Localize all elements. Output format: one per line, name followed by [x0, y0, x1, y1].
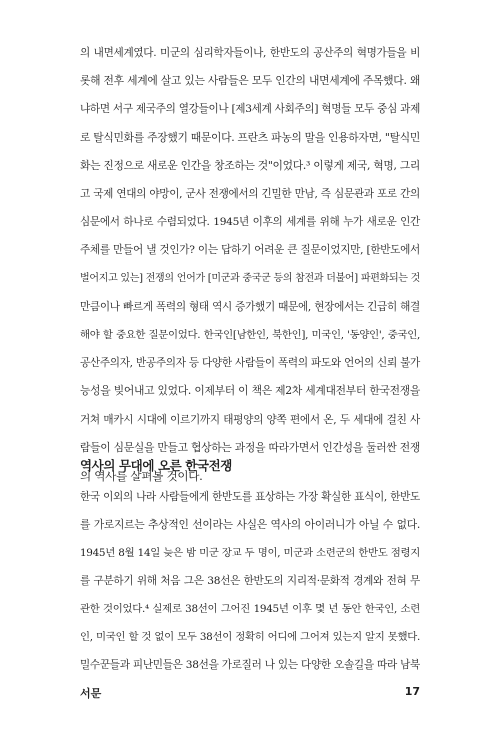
body-line: 냐하면 서구 제국주의 열강들이나 [제3세계 사회주의] 혁명들 모두 중심 과제	[80, 103, 420, 116]
section-line: 인, 미국인 할 것 없이 모두 38선이 정확히 어디에 그어져 있는지 알지 못했다.	[80, 631, 420, 643]
section-heading: 역사의 무대에 오른 한국전쟁	[80, 458, 232, 473]
body-line: 고 국제 연대의 야망이, 군사 전쟁에서의 긴밀한 만남, 즉 심문관과 포로 간의	[80, 188, 420, 200]
body-line: 해야 할 중요한 질문이었다. 한국인[남한인, 북한인], 미국인, '동양인', 중국인,	[80, 329, 420, 341]
body-line: 화는 진정으로 새로운 인간을 창조하는 것"이었다.³ 이렇게 제국, 혁명, 그리	[80, 158, 421, 172]
section-line: 관한 것이었다.⁴ 실제로 38선이 그어진 1945년 이후 몇 년 동안 한국인, 소련	[80, 603, 420, 615]
body-line: 심문에서 하나로 수렴되었다. 1945년 이후의 세계를 위해 누가 새로운 인간	[80, 216, 420, 229]
body-line: 람들이 심문실을 만들고 협상하는 과정을 따라가면서 인간성을 둘러싼 전쟁	[80, 440, 420, 454]
body-line: 로 탈식민화를 주장했기 때문이다. 프란츠 파농의 말을 인용하자면, "탈식민	[80, 130, 420, 144]
body-line: 의 내면세계였다. 미군의 심리학자들이나, 한반도의 공산주의 혁명가들을 비	[80, 47, 420, 59]
section-line: 밀수꾼들과 피난민들은 38선을 가로질러 나 있는 다양한 오솔길을 따라 남북	[80, 659, 420, 671]
section-line: 1945년 8월 14일 늦은 밤 미군 장교 두 명이, 미군과 소련군의 한반도 점령지	[80, 547, 420, 559]
body-line: 주체를 만들어 낼 것인가? 이는 답하기 어려운 큰 질문이었지만, [한반도에서	[80, 244, 420, 257]
section-line: 를 가로지르는 추상적인 선이라는 사실은 역사의 아이러니가 아닐 수 없다.	[80, 518, 420, 531]
body-line: 공산주의자, 반공주의자 등 다양한 사람들이 폭력의 파도와 언어의 신뢰 불가	[80, 357, 420, 370]
section-line: 를 구분하기 위해 처음 그은 38선은 한반도의 지리적·문화적 경계와 전혀 무	[80, 575, 420, 587]
running-title: 서문	[80, 687, 102, 700]
body-line: 능성을 빚어내고 있었다. 이제부터 이 책은 제2차 세계대전부터 한국전쟁을	[80, 384, 420, 398]
body-line: 만큼이나 빠르게 폭력의 형태 역시 증가했기 때문에, 현장에서는 긴급히 해결	[80, 300, 420, 313]
section-line: 한국 이외의 나라 사람들에게 한반도를 표상하는 가장 확실한 표식이, 한반도	[80, 491, 420, 503]
body-line: 의 역사를 살펴볼 것이다.	[80, 469, 203, 483]
body-line: 벌어지고 있는] 전쟁의 언어가 [미군과 중국군 등의 참전과 더불어] 파편화되는 것	[80, 272, 420, 284]
page-number: 17	[404, 685, 420, 698]
body-line: 롯해 전후 세계에 살고 있는 사람들은 모두 인간의 내면세계에 주목했다. 왜	[80, 74, 420, 88]
body-line: 거쳐 매카시 시대에 이르기까지 태평양의 양쪽 편에서 온, 두 세대에 걸친 사	[80, 413, 420, 426]
